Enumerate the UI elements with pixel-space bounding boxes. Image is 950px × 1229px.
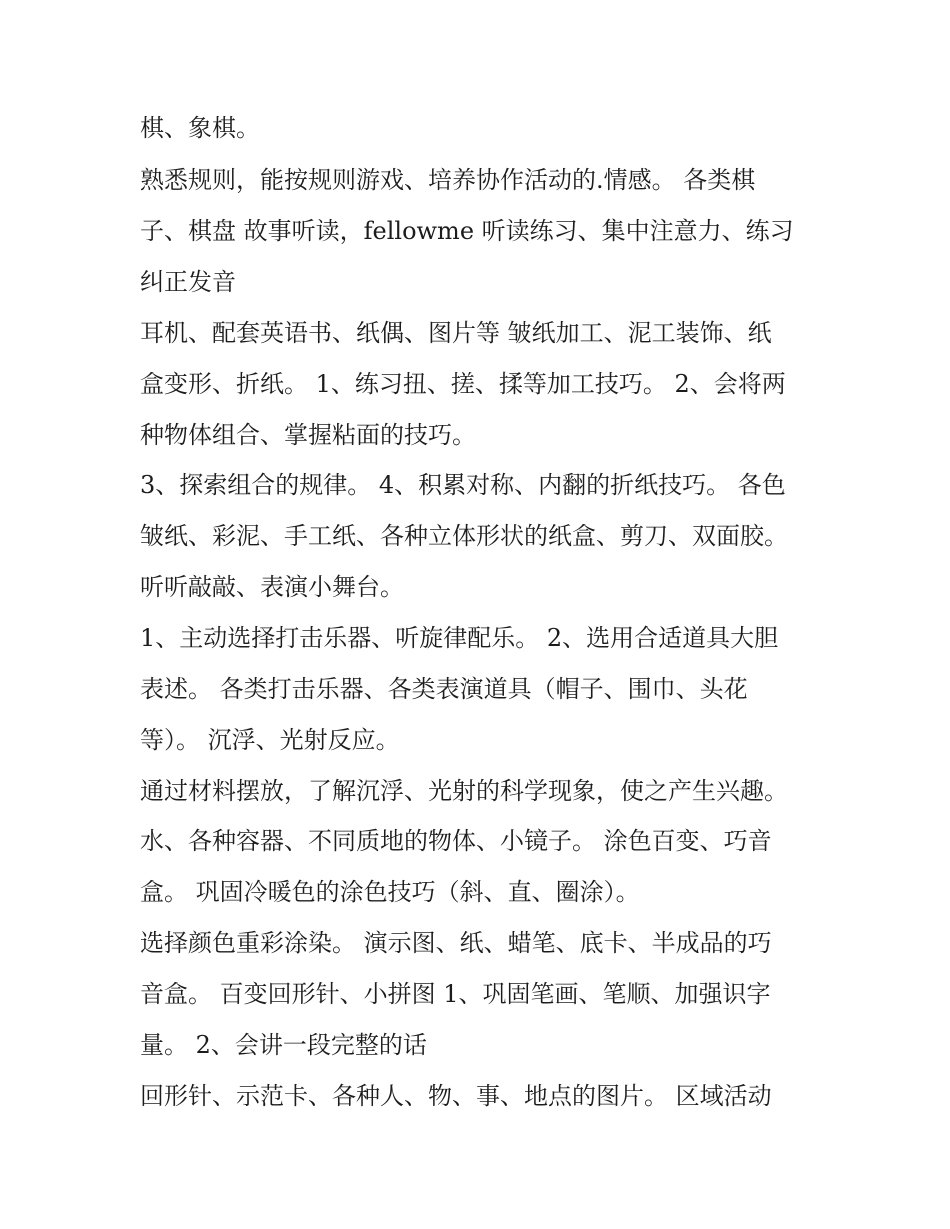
text-line: 表述。 各类打击乐器、各类表演道具（帽子、围巾、头花 — [140, 675, 748, 703]
text-line: 纠正发音 — [140, 268, 236, 296]
text-line: 等）。 沉浮、光射反应。 — [140, 726, 400, 754]
text-line: 1、主动选择打击乐器、听旋律配乐。 2、选用合适道具大胆 — [140, 624, 779, 652]
text-line: 耳机、配套英语书、纸偶、图片等 皱纸加工、泥工装饰、纸 — [140, 319, 772, 347]
text-line: 选择颜色重彩涂染。 演示图、纸、蜡笔、底卡、半成品的巧 — [140, 929, 772, 957]
text-line: 盒。 巩固冷暖色的涂色技巧（斜、直、圈涂）。 — [140, 878, 640, 906]
text-line: 子、棋盘 故事听读，fellowme 听读练习、集中注意力、练习 — [140, 217, 794, 245]
text-line: 量。 2、会讲一段完整的话 — [140, 1031, 427, 1059]
text-line: 水、各种容器、不同质地的物体、小镜子。 涂色百变、巧音 — [140, 827, 772, 855]
text-line: 种物体组合、掌握粘面的技巧。 — [140, 421, 476, 449]
text-line: 盒变形、折纸。 1、练习扭、搓、揉等加工技巧。 2、会将两 — [140, 370, 786, 398]
text-line: 熟悉规则，能按规则游戏、培养协作活动的.情感。 各类棋 — [140, 166, 756, 194]
text-line: 3、探索组合的规律。 4、积累对称、内翻的折纸技巧。 各色 — [140, 471, 786, 499]
text-line: 通过材料摆放，了解沉浮、光射的科学现象，使之产生兴趣。 — [140, 777, 788, 805]
text-line: 皱纸、彩泥、手工纸、各种立体形状的纸盒、剪刀、双面胶。 — [140, 522, 788, 550]
text-line: 听听敲敲、表演小舞台。 — [140, 573, 404, 601]
text-line: 回形针、示范卡、各种人、物、事、地点的图片。 区域活动 — [140, 1082, 772, 1110]
text-line: 棋、象棋。 — [140, 114, 260, 142]
text-line: 音盒。 百变回形针、小拼图 1、巩固笔画、笔顺、加强识字 — [140, 980, 771, 1008]
